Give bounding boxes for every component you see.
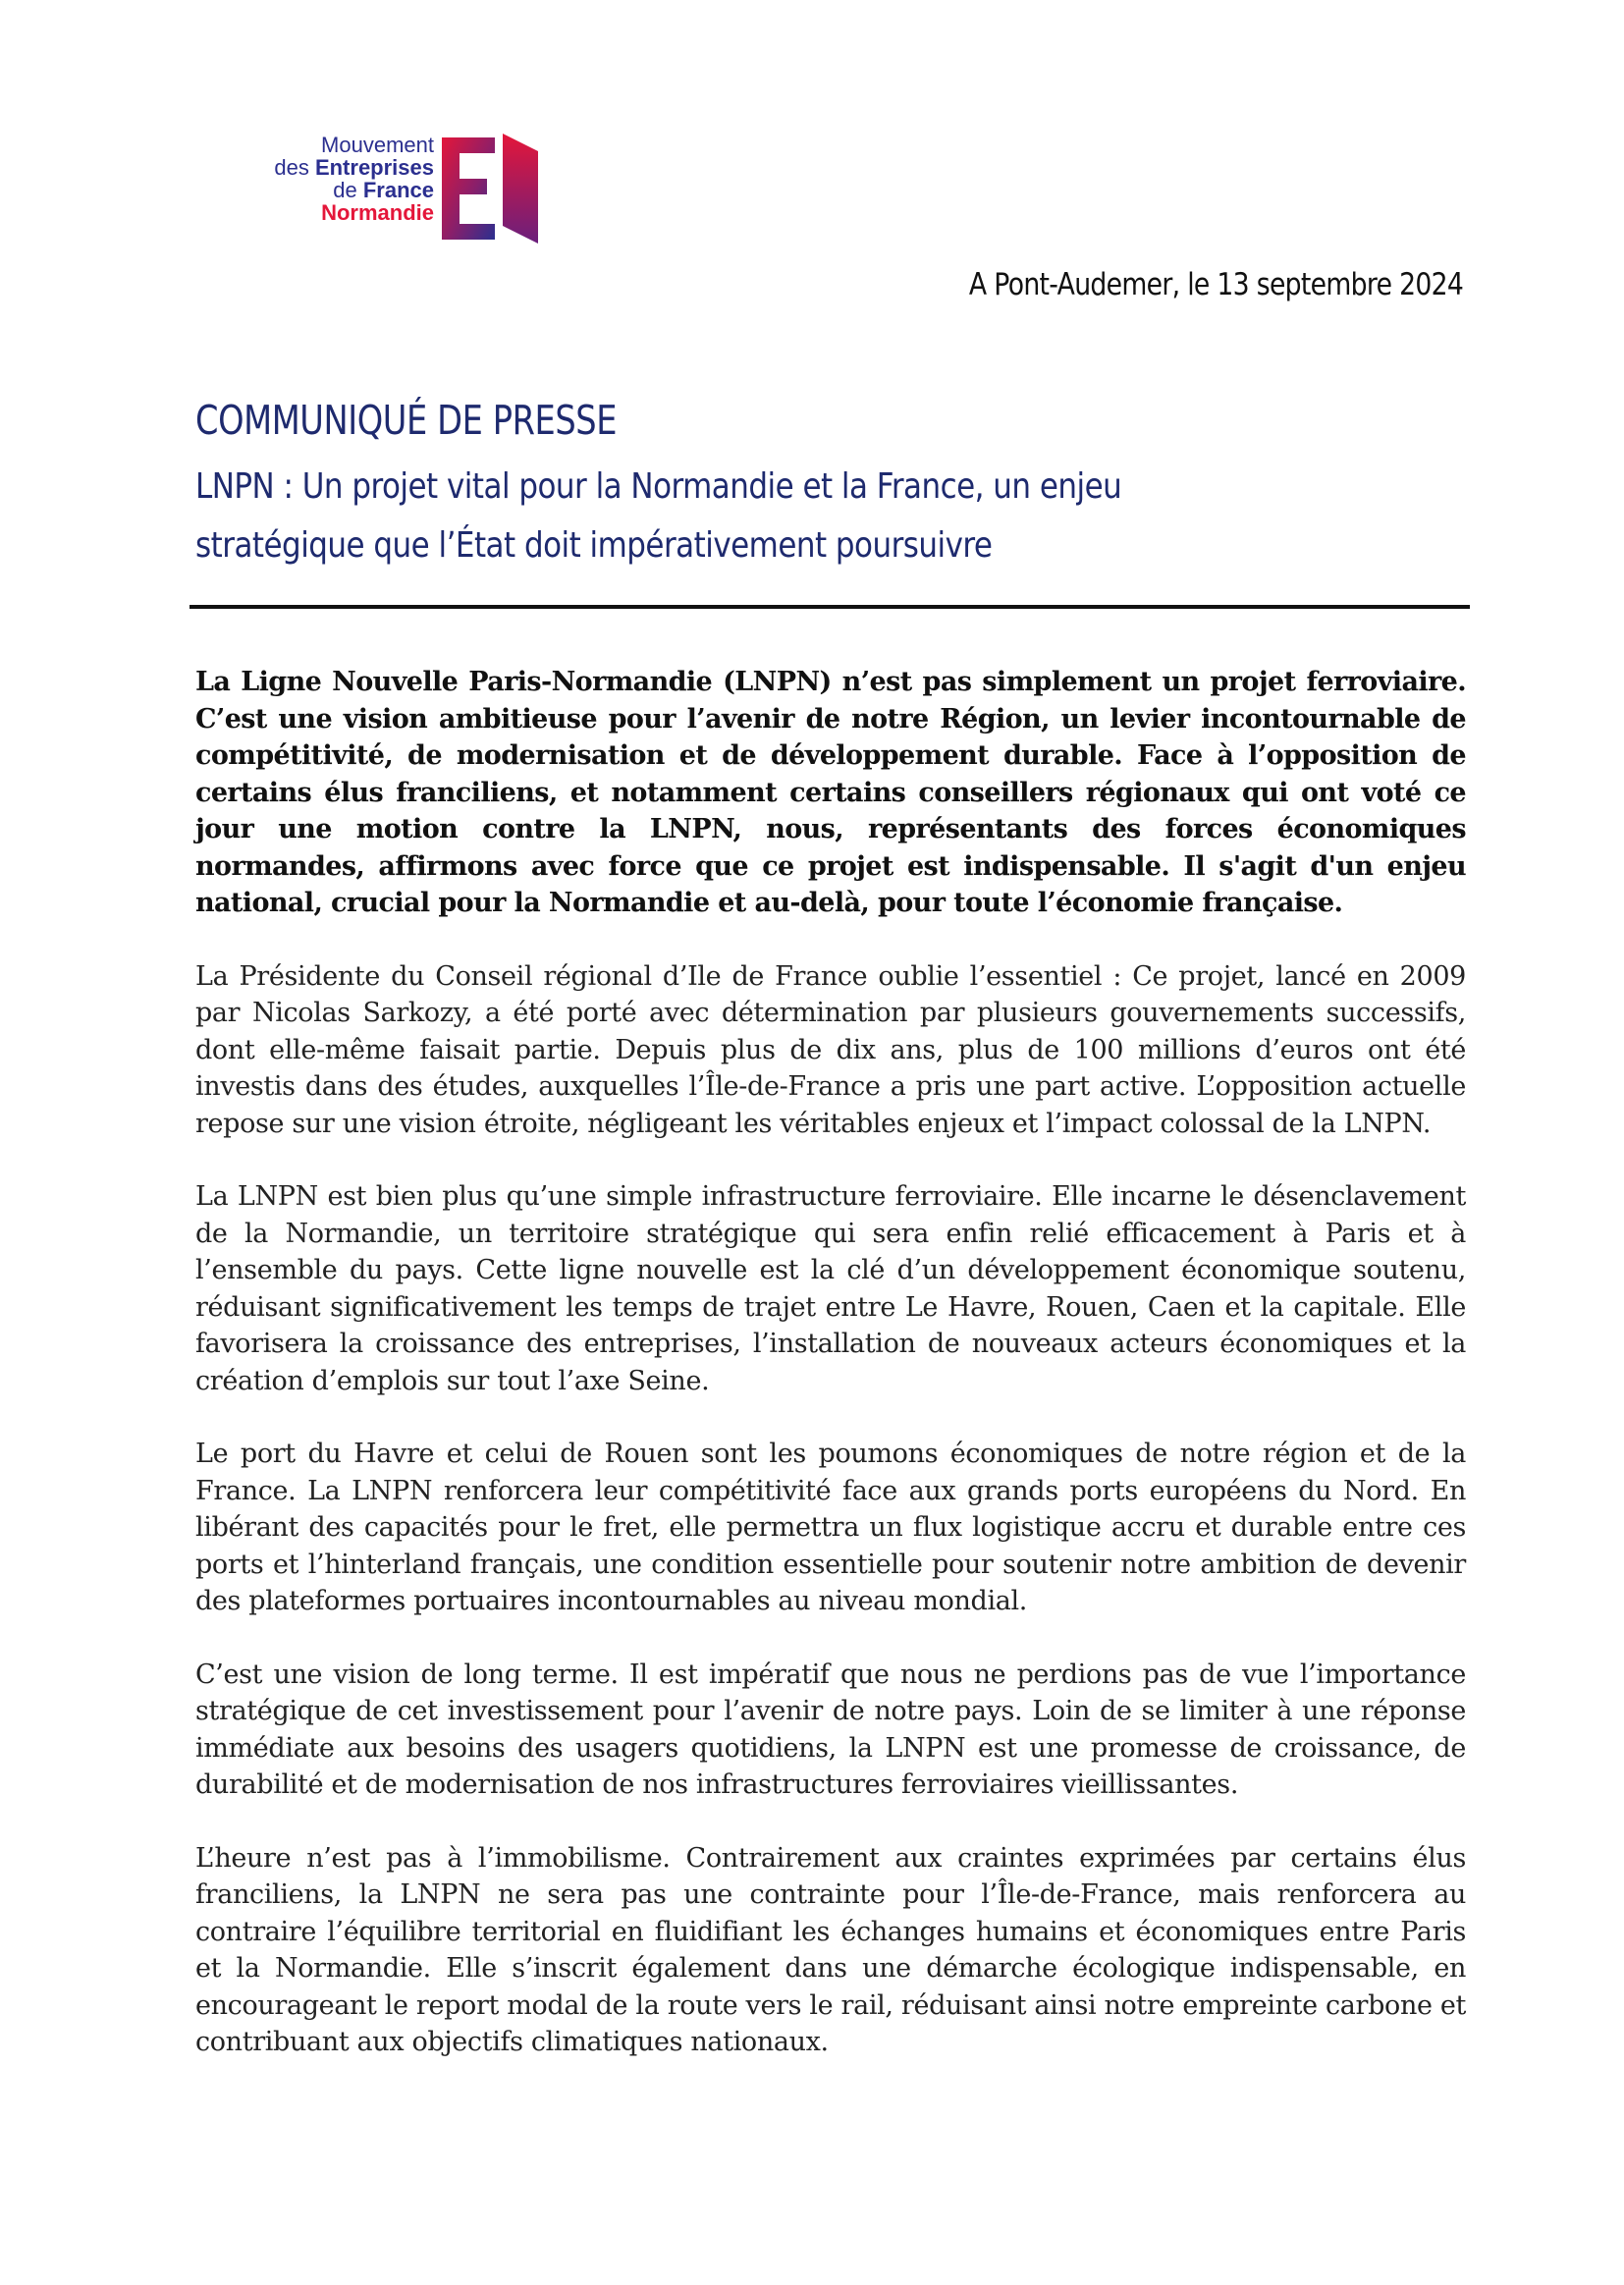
- headline: LNPN : Un projet vital pour la Normandie et la France, un enjeu stratégique que l’État doit impérativement poursuivre: [195, 466, 1122, 566]
- article-body: [195, 664, 1466, 2097]
- logo-line-france: [274, 179, 434, 201]
- date-location: A Pont-Audemer, le 13 septembre 2024: [968, 267, 1463, 302]
- medef-normandie-logo: [232, 134, 546, 246]
- logo-line-france-bold: France: [362, 178, 434, 202]
- logo-line-mouvement: Mouvement: [321, 133, 434, 157]
- logo-wordmark: [274, 134, 434, 224]
- paragraph: Le port du Havre et celui de Rouen sont les poumons économiques de notre région et de la France. La LNPN renforcera leur compétitivité face aux grands ports européens du Nord. En libérant des capacités pour le fret, elle permettra un flux logistique accru et durable entre ces ports et l’hinterland français, une condition essentielle pour soutenir notre ambition de devenir des plateformes portuaires incontournables au niveau mondial.: [195, 1439, 1466, 1616]
- paragraph: L’heure n’est pas à l’immobilisme. Contrairement aux craintes exprimées par certains élus franciliens, la LNPN ne sera pas une contrainte pour l’Île-de-France, mais renforcera au contraire l’équilibre territorial en fluidifiant les échanges humains et économiques entre Paris et la Normandie. Elle s’inscrit également dans une démarche écologique indispensable, en encourageant le report modal de la route vers le rail, réduisant ainsi notre empreinte carbone et contribuant aux objectifs climatiques nationaux.: [195, 1842, 1466, 2057]
- divider: [189, 605, 1470, 609]
- press-release-label: COMMUNIQUÉ DE PRESSE: [195, 397, 618, 444]
- paragraph: La LNPN est bien plus qu’une simple infrastructure ferroviaire. Elle incarne le désenclavement de la Normandie, un territoire stratégique qui sera enfin relié efficacement à Paris et à l’ensemble du pays. Cette ligne nouvelle est la clé d’un développement économique soutenu, réduisant significativement les temps de trajet entre Le Havre, Rouen, Caen et la capitale. Elle favorisera la croissance des entreprises, l’installation de nouveaux acteurs économiques et la création d’emplois sur tout l’axe Seine.: [195, 1181, 1466, 1396]
- paragraph: C’est une vision de long terme. Il est impératif que nous ne perdions pas de vue l’importance stratégique de cet investissement pour l’avenir de notre pays. Loin de se limiter à une réponse immédiate aux besoins des usagers quotidiens, la LNPN est une promesse de croissance, de durabilité et de modernisation de nos infrastructures ferroviaires vieillissantes.: [195, 1659, 1466, 1800]
- lead-paragraph: La Ligne Nouvelle Paris-Normandie (LNPN) n’est pas simplement un projet ferroviaire. C’est une vision ambitieuse pour l’avenir de notre Région, un levier incontournable de compétitivité, de modernisation et de développement durable. Face à l’opposition de certains élus franciliens, et notamment certains conseillers régionaux qui ont voté ce jour une motion contre la LNPN, nous, représentants des forces économiques normandes, affirmons avec force que ce projet est indispensable. Il s'agit d'un enjeu national, crucial pour la Normandie et au-delà, pour toute l’économie française.: [195, 667, 1466, 918]
- logo-line-france-prefix: de: [333, 178, 363, 202]
- paragraph: La Présidente du Conseil régional d’Ile de France oublie l’essentiel : Ce projet, lancé en 2009 par Nicolas Sarkozy, a été porté avec détermination par plusieurs gouvernements successifs, dont elle-même faisait partie. Depuis plus de dix ans, plus de 100 millions d’euros ont été investis dans des études, auxquelles l’Île-de-France a pris une part active. L’opposition actuelle repose sur une vision étroite, négligeant les véritables enjeux et l’impact colossal de la LNPN.: [195, 960, 1466, 1139]
- logo-e-mark-icon: [442, 134, 540, 244]
- logo-line-entreprises-prefix: des: [274, 155, 315, 180]
- logo-line-entreprises-bold: Entreprises: [314, 155, 434, 180]
- logo-line-entreprises: [274, 156, 434, 179]
- logo-line-normandie: Normandie: [321, 200, 434, 225]
